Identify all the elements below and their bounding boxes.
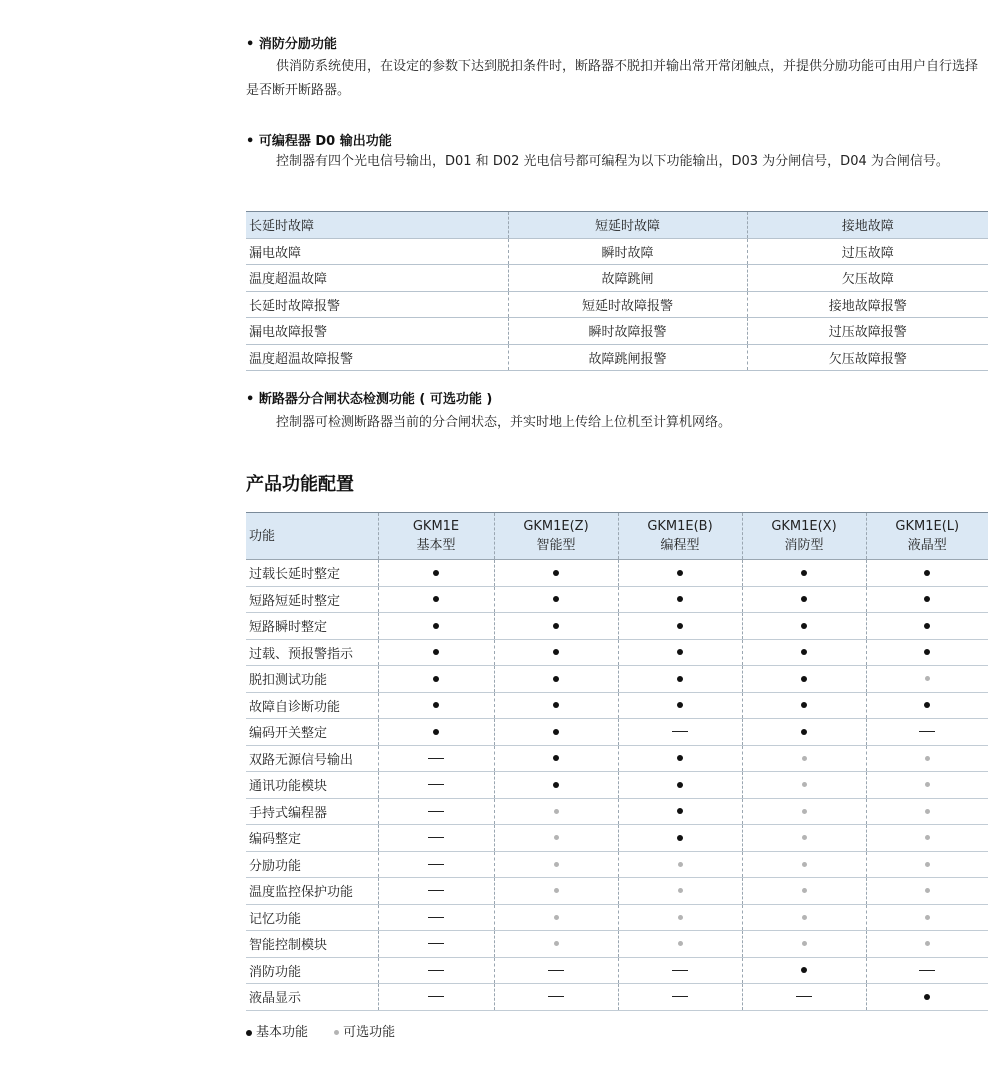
basic-dot-icon [246, 1030, 252, 1036]
basic-dot-icon [924, 596, 930, 602]
not-available-dash-icon [428, 970, 444, 971]
do-table-row [246, 344, 988, 371]
config-cell [742, 772, 866, 799]
not-available-dash-icon [428, 917, 444, 918]
basic-dot-icon [924, 623, 930, 629]
not-available-dash-icon [428, 837, 444, 838]
config-cell [618, 666, 742, 693]
config-cell [378, 904, 494, 931]
config-cell [866, 851, 988, 878]
config-cell [378, 984, 494, 1011]
config-row [246, 586, 988, 613]
config-cell [618, 613, 742, 640]
do-table-cell: 接地故障报警 [747, 291, 988, 318]
feature-name: 分励功能 [246, 851, 378, 878]
config-cell [378, 666, 494, 693]
do-table-cell: 短延时故障报警 [508, 291, 747, 318]
not-available-dash-icon [919, 731, 935, 732]
do-table-cell: 长延时故障报警 [246, 291, 508, 318]
config-cell [494, 798, 618, 825]
basic-dot-icon [801, 596, 807, 602]
basic-dot-icon [433, 676, 439, 682]
config-cell [494, 666, 618, 693]
config-cell [494, 772, 618, 799]
config-cell [378, 798, 494, 825]
not-available-dash-icon [796, 996, 812, 997]
section-title-do: • 可编程器 D0 输出功能 [246, 134, 392, 149]
do-table-row [246, 238, 988, 265]
config-cell [494, 984, 618, 1011]
model-code: GKM1E(L) [895, 519, 960, 534]
config-cell [742, 666, 866, 693]
optional-dot-icon [678, 941, 683, 946]
legend [246, 1021, 417, 1040]
config-row [246, 851, 988, 878]
config-cell [618, 586, 742, 613]
basic-dot-icon [433, 623, 439, 629]
legend-basic [246, 1025, 308, 1040]
config-cell [866, 639, 988, 666]
optional-dot-icon [802, 756, 807, 761]
basic-dot-icon [433, 649, 439, 655]
config-cell [494, 825, 618, 852]
model-name: 液晶型 [907, 538, 947, 553]
config-row [246, 613, 988, 640]
basic-dot-icon [924, 994, 930, 1000]
basic-dot-icon [433, 702, 439, 708]
model-code: GKM1E(Z) [523, 519, 589, 534]
config-cell [866, 745, 988, 772]
config-cell [742, 825, 866, 852]
config-cell [866, 825, 988, 852]
legend-optional-label: 可选功能 [343, 1025, 396, 1040]
optional-dot-icon [334, 1030, 339, 1035]
config-cell [866, 613, 988, 640]
config-cell [378, 931, 494, 958]
config-row [246, 904, 988, 931]
do-table-row [246, 212, 988, 239]
config-row [246, 745, 988, 772]
config-cell [742, 798, 866, 825]
config-header-model [742, 513, 866, 560]
do-table-cell: 温度超温故障报警 [246, 344, 508, 371]
optional-dot-icon [678, 862, 683, 867]
config-cell [866, 719, 988, 746]
optional-dot-icon [925, 835, 930, 840]
config-cell [618, 957, 742, 984]
do-table-cell: 长延时故障 [246, 212, 508, 239]
config-cell [378, 613, 494, 640]
config-cell [742, 851, 866, 878]
section-body-detect: 控制器可检测断路器当前的分合闸状态，并实时地上传给上位机至计算机网络。 [276, 415, 732, 430]
model-code: GKM1E(B) [647, 519, 713, 534]
do-table-cell: 故障跳闸报警 [508, 344, 747, 371]
do-table-row [246, 291, 988, 318]
optional-dot-icon [554, 941, 559, 946]
not-available-dash-icon [919, 970, 935, 971]
basic-dot-icon [924, 649, 930, 655]
config-row [246, 719, 988, 746]
config-cell [378, 692, 494, 719]
config-cell [618, 719, 742, 746]
feature-name: 记忆功能 [246, 904, 378, 931]
config-cell [742, 613, 866, 640]
basic-dot-icon [677, 782, 683, 788]
config-cell [378, 586, 494, 613]
do-table-cell: 故障跳闸 [508, 265, 747, 292]
config-table [246, 512, 988, 1011]
config-cell [494, 692, 618, 719]
basic-dot-icon [553, 755, 559, 761]
config-cell [866, 586, 988, 613]
config-cell [378, 825, 494, 852]
feature-name: 消防功能 [246, 957, 378, 984]
model-code: GKM1E [412, 519, 460, 534]
config-cell [378, 851, 494, 878]
optional-dot-icon [554, 888, 559, 893]
config-cell [378, 719, 494, 746]
not-available-dash-icon [672, 996, 688, 997]
optional-dot-icon [554, 915, 559, 920]
optional-dot-icon [925, 888, 930, 893]
not-available-dash-icon [548, 970, 564, 971]
config-cell [494, 719, 618, 746]
config-cell [494, 560, 618, 587]
basic-dot-icon [801, 623, 807, 629]
config-cell [742, 586, 866, 613]
section-body-fire: 供消防系统使用，在设定的参数下达到脱扣条件时，断路器不脱扣并输出常开常闭触点，并提供分励功能可由用户自行选择是否断开断路器。 [246, 59, 979, 98]
basic-dot-icon [553, 649, 559, 655]
optional-dot-icon [925, 915, 930, 920]
basic-dot-icon [553, 570, 559, 576]
do-table-cell: 漏电故障 [246, 238, 508, 265]
config-cell [378, 878, 494, 905]
config-cell [866, 666, 988, 693]
basic-dot-icon [677, 570, 683, 576]
do-output-table [246, 211, 988, 371]
optional-dot-icon [802, 888, 807, 893]
not-available-dash-icon [672, 970, 688, 971]
config-header-feature: 功能 [246, 513, 378, 560]
optional-dot-icon [925, 756, 930, 761]
config-cell [494, 931, 618, 958]
config-header-model [866, 513, 988, 560]
legend-optional [334, 1025, 395, 1040]
optional-dot-icon [925, 862, 930, 867]
not-available-dash-icon [428, 784, 444, 785]
config-cell [494, 613, 618, 640]
feature-name: 液晶显示 [246, 984, 378, 1011]
config-cell [866, 798, 988, 825]
model-name: 智能型 [536, 538, 576, 553]
config-cell [494, 957, 618, 984]
basic-dot-icon [433, 729, 439, 735]
config-row [246, 560, 988, 587]
do-table-cell: 欠压故障报警 [747, 344, 988, 371]
not-available-dash-icon [428, 943, 444, 944]
basic-dot-icon [801, 967, 807, 973]
config-cell [378, 639, 494, 666]
do-table-cell: 漏电故障报警 [246, 318, 508, 345]
optional-dot-icon [802, 862, 807, 867]
not-available-dash-icon [672, 731, 688, 732]
feature-name: 双路无源信号输出 [246, 745, 378, 772]
basic-dot-icon [677, 596, 683, 602]
optional-dot-icon [802, 915, 807, 920]
config-cell [742, 560, 866, 587]
optional-dot-icon [925, 941, 930, 946]
config-cell [742, 745, 866, 772]
config-row [246, 931, 988, 958]
not-available-dash-icon [548, 996, 564, 997]
config-row [246, 798, 988, 825]
feature-name: 过载、预报警指示 [246, 639, 378, 666]
basic-dot-icon [801, 570, 807, 576]
do-table-cell: 欠压故障 [747, 265, 988, 292]
config-header-model [618, 513, 742, 560]
basic-dot-icon [801, 649, 807, 655]
config-cell [866, 878, 988, 905]
config-row [246, 666, 988, 693]
basic-dot-icon [677, 676, 683, 682]
not-available-dash-icon [428, 890, 444, 891]
not-available-dash-icon [428, 864, 444, 865]
config-cell [618, 745, 742, 772]
config-cell [618, 931, 742, 958]
basic-dot-icon [553, 676, 559, 682]
model-name: 消防型 [784, 538, 824, 553]
do-table-row [246, 318, 988, 345]
config-cell [742, 984, 866, 1011]
config-cell [494, 586, 618, 613]
basic-dot-icon [433, 596, 439, 602]
config-cell [618, 692, 742, 719]
config-cell [618, 639, 742, 666]
section-title-detect: • 断路器分合闸状态检测功能 ( 可选功能 ) [246, 392, 493, 407]
do-table-cell: 过压故障报警 [747, 318, 988, 345]
config-cell [742, 931, 866, 958]
config-cell [378, 745, 494, 772]
config-row [246, 692, 988, 719]
config-cell [618, 560, 742, 587]
optional-dot-icon [678, 915, 683, 920]
feature-name: 手持式编程器 [246, 798, 378, 825]
basic-dot-icon [924, 702, 930, 708]
config-cell [618, 904, 742, 931]
config-cell [742, 878, 866, 905]
config-cell [866, 692, 988, 719]
config-cell [618, 878, 742, 905]
config-cell [618, 798, 742, 825]
feature-name: 智能控制模块 [246, 931, 378, 958]
config-cell [866, 560, 988, 587]
config-cell [494, 851, 618, 878]
config-row [246, 957, 988, 984]
basic-dot-icon [433, 570, 439, 576]
not-available-dash-icon [428, 996, 444, 997]
config-cell [618, 984, 742, 1011]
config-cell [618, 851, 742, 878]
config-header-model [494, 513, 618, 560]
config-cell [618, 825, 742, 852]
config-row [246, 825, 988, 852]
feature-name: 编码开关整定 [246, 719, 378, 746]
config-cell [866, 772, 988, 799]
config-row [246, 878, 988, 905]
basic-dot-icon [677, 649, 683, 655]
basic-dot-icon [677, 623, 683, 629]
config-cell [742, 692, 866, 719]
optional-dot-icon [802, 809, 807, 814]
config-row [246, 984, 988, 1011]
basic-dot-icon [677, 835, 683, 841]
optional-dot-icon [554, 862, 559, 867]
do-table-row [246, 265, 988, 292]
basic-dot-icon [677, 702, 683, 708]
config-cell [378, 560, 494, 587]
do-table-cell: 过压故障 [747, 238, 988, 265]
feature-name: 脱扣测试功能 [246, 666, 378, 693]
config-cell [494, 904, 618, 931]
optional-dot-icon [925, 809, 930, 814]
basic-dot-icon [553, 596, 559, 602]
do-table-cell: 瞬时故障报警 [508, 318, 747, 345]
config-cell [742, 957, 866, 984]
model-name: 编程型 [660, 538, 700, 553]
config-cell [378, 957, 494, 984]
config-cell [742, 639, 866, 666]
basic-dot-icon [677, 755, 683, 761]
do-table-cell: 接地故障 [747, 212, 988, 239]
basic-dot-icon [801, 729, 807, 735]
feature-name: 短路短延时整定 [246, 586, 378, 613]
optional-dot-icon [802, 835, 807, 840]
basic-dot-icon [924, 570, 930, 576]
not-available-dash-icon [428, 811, 444, 812]
optional-dot-icon [554, 835, 559, 840]
model-code: GKM1E(X) [771, 519, 837, 534]
model-name: 基本型 [416, 538, 456, 553]
config-cell [618, 772, 742, 799]
basic-dot-icon [553, 702, 559, 708]
section-title-fire: • 消防分励功能 [246, 37, 337, 52]
optional-dot-icon [554, 809, 559, 814]
feature-name: 短路瞬时整定 [246, 613, 378, 640]
basic-dot-icon [801, 676, 807, 682]
config-header-model [378, 513, 494, 560]
feature-name: 通讯功能模块 [246, 772, 378, 799]
config-row [246, 639, 988, 666]
do-table-cell: 温度超温故障 [246, 265, 508, 292]
section-body-do: 控制器有四个光电信号输出，D01 和 D02 光电信号都可编程为以下功能输出，D03 为分闸信号，D04 为合闸信号。 [276, 154, 949, 169]
config-cell [494, 639, 618, 666]
basic-dot-icon [801, 702, 807, 708]
feature-name: 过载长延时整定 [246, 560, 378, 587]
config-cell [866, 904, 988, 931]
do-table-cell: 短延时故障 [508, 212, 747, 239]
optional-dot-icon [802, 941, 807, 946]
config-title: 产品功能配置 [246, 474, 354, 495]
optional-dot-icon [925, 782, 930, 787]
config-cell [742, 904, 866, 931]
config-row [246, 772, 988, 799]
basic-dot-icon [553, 782, 559, 788]
config-cell [866, 931, 988, 958]
not-available-dash-icon [428, 758, 444, 759]
optional-dot-icon [678, 888, 683, 893]
do-table-cell: 瞬时故障 [508, 238, 747, 265]
config-cell [494, 878, 618, 905]
config-cell [742, 719, 866, 746]
config-cell [494, 745, 618, 772]
basic-dot-icon [553, 729, 559, 735]
feature-name: 故障自诊断功能 [246, 692, 378, 719]
config-cell [378, 772, 494, 799]
legend-basic-label: 基本功能 [256, 1025, 309, 1040]
optional-dot-icon [925, 676, 930, 681]
feature-name: 温度监控保护功能 [246, 878, 378, 905]
basic-dot-icon [553, 623, 559, 629]
optional-dot-icon [802, 782, 807, 787]
config-cell [866, 957, 988, 984]
basic-dot-icon [677, 808, 683, 814]
feature-name: 编码整定 [246, 825, 378, 852]
config-cell [866, 984, 988, 1011]
